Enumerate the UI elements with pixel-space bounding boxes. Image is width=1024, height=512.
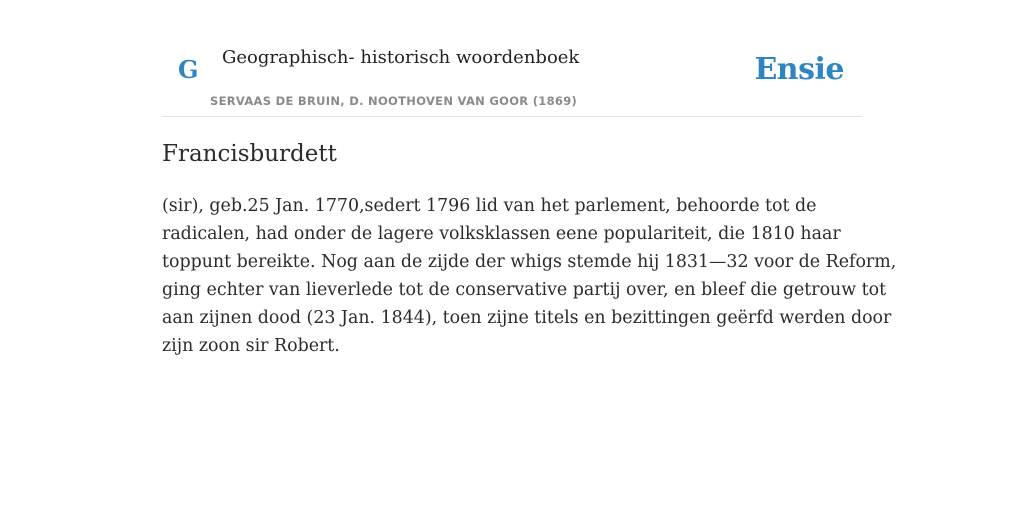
book-authors: SERVAAS DE BRUIN, D. NOOTHOVEN VAN GOOR (1869) bbox=[210, 94, 578, 108]
entry-body-line: toppunt bereikte. Nog aan de zijde der whigs stemde hij 1831—32 voor de Reform, bbox=[162, 252, 897, 272]
ensie-logo-link[interactable]: Ensie bbox=[754, 52, 844, 87]
entry-body-line: ging echter van lieverlede tot de conservative partij over, en bleef die getrouw tot bbox=[162, 280, 887, 300]
entry-body-line: zijn zoon sir Robert. bbox=[162, 336, 340, 356]
entry-title: Francisburdett bbox=[162, 141, 337, 167]
entry-body bbox=[162, 192, 897, 360]
entry-body-line: radicalen, had onder de lagere volksklassen eene populariteit, die 1810 haar bbox=[162, 224, 841, 244]
book-header bbox=[162, 0, 862, 117]
entry-body-line: (sir), geb.25 Jan. 1770,sedert 1796 lid van het parlement, behoorde tot de bbox=[162, 196, 817, 216]
entry-body-line: aan zijnen dood (23 Jan. 1844), toen zijne titels en bezittingen geërfd werden door bbox=[162, 308, 892, 328]
book-letter-icon[interactable]: G bbox=[178, 55, 199, 84]
book-title-link[interactable]: Geographisch- historisch woordenboek bbox=[222, 47, 580, 68]
